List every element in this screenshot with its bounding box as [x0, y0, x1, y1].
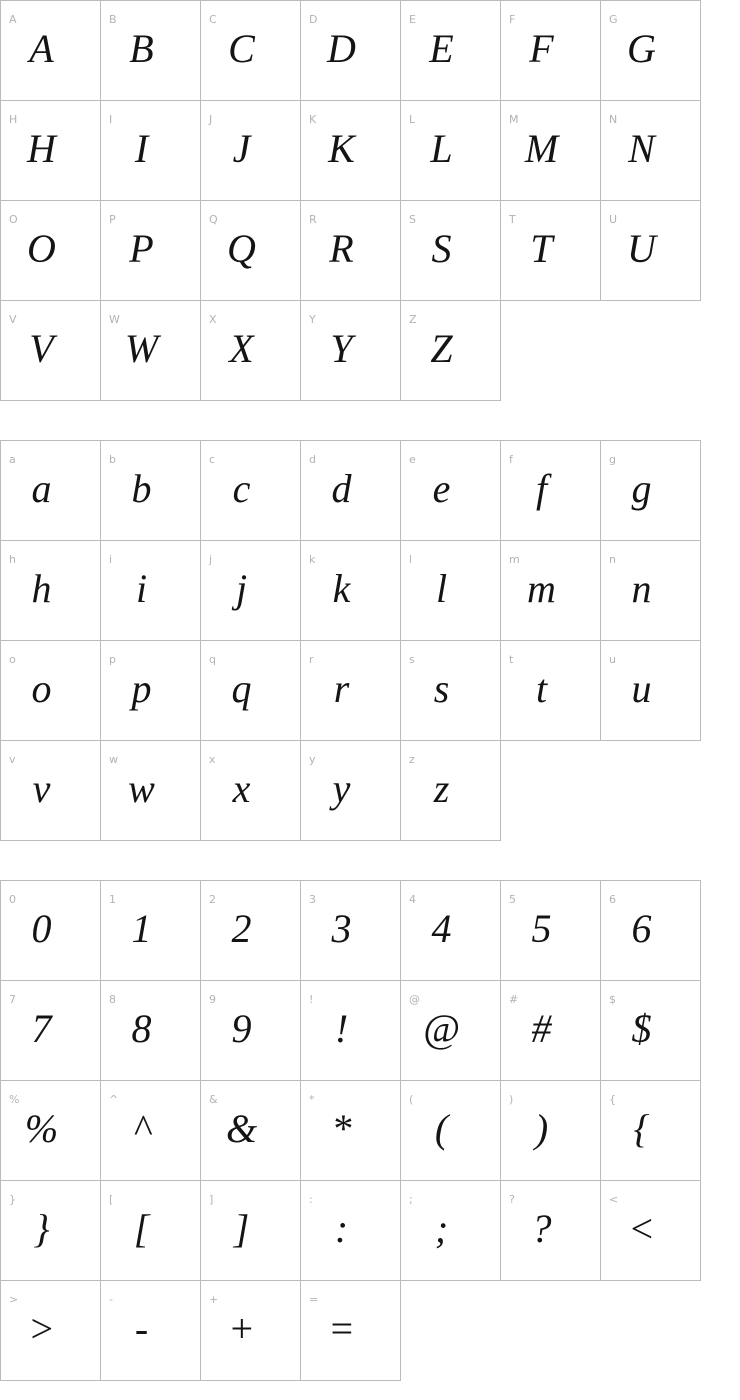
- cell-label: ?: [509, 1193, 515, 1206]
- char-cell-N: [600, 100, 701, 201]
- cell-glyph: $: [631, 1006, 652, 1051]
- cell-glyph: 0: [31, 906, 52, 951]
- char-cell-T: [500, 200, 601, 301]
- char-cell-8: [100, 980, 201, 1081]
- cell-label: Y: [309, 313, 316, 326]
- cell-label: E: [409, 13, 416, 26]
- cell-label: #: [509, 993, 519, 1006]
- cell-glyph: &: [225, 1106, 258, 1151]
- grid-row: [0, 640, 740, 741]
- cell-glyph: *: [331, 1106, 352, 1151]
- char-cell-j: [200, 540, 301, 641]
- cell-label: 5: [509, 893, 516, 906]
- cell-glyph: 9: [231, 1006, 252, 1051]
- char-cell-4: [400, 880, 501, 981]
- char-cell-R: [300, 200, 401, 301]
- char-cell-n: [600, 540, 701, 641]
- cell-glyph: T: [530, 226, 553, 271]
- cell-label: T: [509, 213, 516, 226]
- cell-label: :: [309, 1193, 313, 1206]
- char-cell-J: [200, 100, 301, 201]
- cell-label: j: [209, 553, 213, 566]
- cell-label: L: [409, 113, 416, 126]
- cell-glyph: H: [27, 126, 56, 171]
- cell-glyph: q: [231, 666, 252, 711]
- cell-label: m: [509, 553, 520, 566]
- cell-glyph: z: [433, 766, 450, 811]
- char-cell-t: [500, 640, 601, 741]
- cell-glyph: A: [29, 26, 54, 71]
- char-cell-X: [200, 300, 301, 401]
- cell-label: >: [9, 1293, 19, 1306]
- cell-label: l: [409, 553, 413, 566]
- cell-label: X: [209, 313, 217, 326]
- cell-label: ;: [409, 1193, 413, 1206]
- cell-label: x: [209, 753, 216, 766]
- char-cell-Q: [200, 200, 301, 301]
- char-cell-b: [100, 440, 201, 541]
- char-cell-s: [400, 640, 501, 741]
- cell-label: z: [409, 753, 415, 766]
- cell-glyph: P: [129, 226, 154, 271]
- cell-glyph: n: [631, 566, 652, 611]
- cell-glyph: 3: [331, 906, 352, 951]
- cell-glyph: t: [535, 666, 548, 711]
- cell-label: =: [309, 1293, 319, 1306]
- cell-glyph: =: [328, 1306, 355, 1351]
- grid-row: [0, 980, 740, 1081]
- cell-glyph: Z: [430, 326, 453, 371]
- cell-glyph: 5: [531, 906, 552, 951]
- char-cell-Z: [400, 300, 501, 401]
- cell-glyph: o: [31, 666, 52, 711]
- char-cell-]: [200, 1180, 301, 1281]
- char-cell-I: [100, 100, 201, 201]
- cell-glyph: j: [235, 566, 248, 611]
- section-uppercase-letters: [0, 0, 740, 401]
- cell-glyph: Q: [227, 226, 256, 271]
- cell-label: {: [609, 1093, 616, 1106]
- cell-label: K: [309, 113, 317, 126]
- cell-glyph: [: [133, 1206, 150, 1251]
- cell-label: S: [409, 213, 416, 226]
- char-cell-A: [0, 0, 101, 101]
- char-cell-e: [400, 440, 501, 541]
- cell-glyph: Y: [330, 326, 353, 371]
- cell-glyph: ;: [434, 1206, 449, 1251]
- cell-label: &: [209, 1093, 218, 1106]
- char-cell-c: [200, 440, 301, 541]
- cell-label: [: [109, 1193, 114, 1206]
- char-cell-y: [300, 740, 401, 841]
- cell-label: 4: [409, 893, 416, 906]
- char-cell-h: [0, 540, 101, 641]
- char-cell-}: [0, 1180, 101, 1281]
- cell-label: 8: [109, 993, 116, 1006]
- cell-glyph: I: [134, 126, 149, 171]
- cell-label: R: [309, 213, 317, 226]
- cell-label: !: [309, 993, 314, 1006]
- char-cell-d: [300, 440, 401, 541]
- cell-label: (: [409, 1093, 414, 1106]
- cell-glyph: S: [431, 226, 452, 271]
- cell-glyph: s: [433, 666, 450, 711]
- char-cell-p: [100, 640, 201, 741]
- cell-glyph: %: [24, 1106, 59, 1151]
- grid-row: [0, 1280, 740, 1381]
- cell-label: %: [9, 1093, 20, 1106]
- char-cell-$: [600, 980, 701, 1081]
- cell-glyph: B: [129, 26, 154, 71]
- cell-glyph: 8: [131, 1006, 152, 1051]
- cell-glyph: }: [33, 1206, 50, 1251]
- cell-label: h: [9, 553, 16, 566]
- cell-glyph: m: [527, 566, 556, 611]
- char-cell-[: [100, 1180, 201, 1281]
- cell-glyph: U: [627, 226, 656, 271]
- cell-label: ]: [209, 1193, 214, 1206]
- cell-glyph: a: [31, 466, 52, 511]
- cell-glyph: E: [429, 26, 454, 71]
- cell-label: f: [509, 453, 513, 466]
- char-cell-x: [200, 740, 301, 841]
- cell-glyph: ]: [233, 1206, 250, 1251]
- cell-label: N: [609, 113, 618, 126]
- cell-glyph: y: [332, 766, 351, 811]
- grid-row: [0, 100, 740, 201]
- cell-label: w: [109, 753, 118, 766]
- char-cell-L: [400, 100, 501, 201]
- cell-label: d: [309, 453, 316, 466]
- cell-glyph: K: [328, 126, 355, 171]
- cell-glyph: :: [334, 1206, 349, 1251]
- cell-label: O: [9, 213, 18, 226]
- char-cell-{: [600, 1080, 701, 1181]
- cell-glyph: R: [329, 226, 354, 271]
- cell-label: @: [409, 993, 420, 1006]
- cell-glyph: <: [628, 1206, 655, 1251]
- cell-label: *: [309, 1093, 315, 1106]
- cell-glyph: c: [232, 466, 251, 511]
- cell-glyph: x: [232, 766, 251, 811]
- cell-glyph: V: [29, 326, 54, 371]
- char-cell-l: [400, 540, 501, 641]
- char-cell-F: [500, 0, 601, 101]
- char-cell-5: [500, 880, 601, 981]
- char-cell-m: [500, 540, 601, 641]
- grid-row: [0, 1180, 740, 1281]
- cell-label: p: [109, 653, 116, 666]
- cell-label: v: [9, 753, 16, 766]
- grid-row: [0, 200, 740, 301]
- cell-glyph: h: [31, 566, 52, 611]
- char-cell-S: [400, 200, 501, 301]
- cell-glyph: N: [628, 126, 655, 171]
- char-cell-:: [300, 1180, 401, 1281]
- char-cell-O: [0, 200, 101, 301]
- cell-label: i: [109, 553, 113, 566]
- char-cell-(: [400, 1080, 501, 1181]
- char-cell-K: [300, 100, 401, 201]
- cell-glyph: p: [131, 666, 152, 711]
- cell-glyph: l: [435, 566, 448, 611]
- cell-label: r: [309, 653, 314, 666]
- char-cell-@: [400, 980, 501, 1081]
- cell-label: F: [509, 13, 516, 26]
- cell-glyph: {: [633, 1106, 650, 1151]
- char-cell-!: [300, 980, 401, 1081]
- cell-glyph: b: [131, 466, 152, 511]
- cell-glyph: >: [28, 1306, 55, 1351]
- cell-label: -: [109, 1293, 113, 1306]
- cell-label: o: [9, 653, 16, 666]
- char-cell-): [500, 1080, 601, 1181]
- cell-label: M: [509, 113, 519, 126]
- cell-label: <: [609, 1193, 619, 1206]
- cell-glyph: 1: [131, 906, 152, 951]
- char-cell-G: [600, 0, 701, 101]
- char-cell-f: [500, 440, 601, 541]
- cell-label: ): [509, 1093, 514, 1106]
- char-cell-Y: [300, 300, 401, 401]
- char-cell-*: [300, 1080, 401, 1181]
- char-cell-D: [300, 0, 401, 101]
- char-cell-#: [500, 980, 601, 1081]
- char-cell-&: [200, 1080, 301, 1181]
- grid-row: [0, 0, 740, 101]
- cell-glyph: J: [232, 126, 251, 171]
- cell-glyph: G: [627, 26, 656, 71]
- cell-label: }: [9, 1193, 16, 1206]
- cell-glyph: C: [228, 26, 255, 71]
- char-cell-P: [100, 200, 201, 301]
- char-cell-V: [0, 300, 101, 401]
- cell-glyph: ): [534, 1106, 549, 1151]
- cell-label: P: [109, 213, 116, 226]
- grid-row: [0, 540, 740, 641]
- cell-glyph: X: [229, 326, 254, 371]
- cell-glyph: g: [631, 466, 652, 511]
- cell-label: 0: [9, 893, 16, 906]
- char-cell-W: [100, 300, 201, 401]
- cell-label: $: [609, 993, 616, 1006]
- cell-glyph: -: [134, 1306, 149, 1351]
- char-cell-w: [100, 740, 201, 841]
- cell-label: n: [609, 553, 616, 566]
- char-cell-<: [600, 1180, 701, 1281]
- grid-row: [0, 740, 740, 841]
- char-cell--: [100, 1280, 201, 1381]
- cell-label: 6: [609, 893, 616, 906]
- char-cell-^: [100, 1080, 201, 1181]
- cell-glyph: +: [228, 1306, 255, 1351]
- cell-glyph: #: [531, 1006, 552, 1051]
- char-cell-7: [0, 980, 101, 1081]
- char-cell-E: [400, 0, 501, 101]
- cell-label: 7: [9, 993, 16, 1006]
- cell-glyph: k: [332, 566, 351, 611]
- cell-glyph: !: [334, 1006, 349, 1051]
- char-cell-0: [0, 880, 101, 981]
- char-cell-6: [600, 880, 701, 981]
- cell-label: I: [109, 113, 113, 126]
- cell-glyph: ^: [133, 1106, 150, 1151]
- char-cell-r: [300, 640, 401, 741]
- char-cell-U: [600, 200, 701, 301]
- cell-label: c: [209, 453, 216, 466]
- cell-glyph: r: [333, 666, 350, 711]
- char-cell-u: [600, 640, 701, 741]
- char-cell-o: [0, 640, 101, 741]
- char-cell-1: [100, 880, 201, 981]
- char-cell-g: [600, 440, 701, 541]
- grid-row: [0, 1080, 740, 1181]
- cell-label: A: [9, 13, 17, 26]
- section-digits-and-symbols: [0, 880, 740, 1381]
- cell-glyph: i: [135, 566, 148, 611]
- cell-label: V: [9, 313, 17, 326]
- char-cell-;: [400, 1180, 501, 1281]
- cell-label: g: [609, 453, 616, 466]
- cell-label: B: [109, 13, 117, 26]
- cell-label: 9: [209, 993, 216, 1006]
- char-cell-v: [0, 740, 101, 841]
- char-cell-3: [300, 880, 401, 981]
- cell-label: Z: [409, 313, 417, 326]
- char-cell-i: [100, 540, 201, 641]
- grid-row: [0, 440, 740, 541]
- cell-label: a: [9, 453, 16, 466]
- char-cell-C: [200, 0, 301, 101]
- char-cell-?: [500, 1180, 601, 1281]
- cell-label: b: [109, 453, 116, 466]
- cell-label: Q: [209, 213, 218, 226]
- char-cell-k: [300, 540, 401, 641]
- cell-glyph: F: [529, 26, 554, 71]
- cell-label: 3: [309, 893, 316, 906]
- cell-label: H: [9, 113, 18, 126]
- cell-label: C: [209, 13, 217, 26]
- char-cell-z: [400, 740, 501, 841]
- cell-label: e: [409, 453, 416, 466]
- grid-row: [0, 300, 740, 401]
- cell-label: W: [109, 313, 120, 326]
- cell-glyph: w: [128, 766, 155, 811]
- cell-glyph: M: [524, 126, 559, 171]
- cell-glyph: W: [124, 326, 159, 371]
- cell-label: q: [209, 653, 216, 666]
- char-cell-a: [0, 440, 101, 541]
- cell-glyph: @: [423, 1006, 460, 1051]
- char-cell-2: [200, 880, 301, 981]
- cell-label: 2: [209, 893, 216, 906]
- cell-label: s: [409, 653, 415, 666]
- cell-glyph: 7: [31, 1006, 52, 1051]
- cell-label: +: [209, 1293, 219, 1306]
- cell-glyph: ?: [531, 1206, 552, 1251]
- cell-glyph: f: [535, 466, 548, 511]
- cell-label: G: [609, 13, 618, 26]
- cell-glyph: (: [434, 1106, 449, 1151]
- char-cell-%: [0, 1080, 101, 1181]
- cell-label: U: [609, 213, 618, 226]
- cell-label: 1: [109, 893, 116, 906]
- cell-glyph: L: [430, 126, 453, 171]
- section-lowercase-letters: [0, 440, 740, 841]
- cell-glyph: e: [432, 466, 451, 511]
- char-cell-9: [200, 980, 301, 1081]
- cell-label: ^: [109, 1093, 119, 1106]
- char-cell-=: [300, 1280, 401, 1381]
- cell-label: J: [209, 113, 213, 126]
- cell-label: u: [609, 653, 616, 666]
- cell-label: y: [309, 753, 316, 766]
- char-cell-+: [200, 1280, 301, 1381]
- cell-glyph: u: [631, 666, 652, 711]
- cell-glyph: 2: [231, 906, 252, 951]
- char-cell-q: [200, 640, 301, 741]
- char-cell-M: [500, 100, 601, 201]
- cell-glyph: 4: [431, 906, 452, 951]
- cell-glyph: d: [331, 466, 352, 511]
- char-cell-H: [0, 100, 101, 201]
- cell-glyph: 6: [631, 906, 652, 951]
- char-cell->: [0, 1280, 101, 1381]
- cell-glyph: v: [32, 766, 51, 811]
- char-cell-B: [100, 0, 201, 101]
- cell-label: D: [309, 13, 318, 26]
- cell-label: t: [509, 653, 514, 666]
- cell-glyph: D: [327, 26, 356, 71]
- grid-row: [0, 880, 740, 981]
- cell-glyph: O: [27, 226, 56, 271]
- cell-label: k: [309, 553, 316, 566]
